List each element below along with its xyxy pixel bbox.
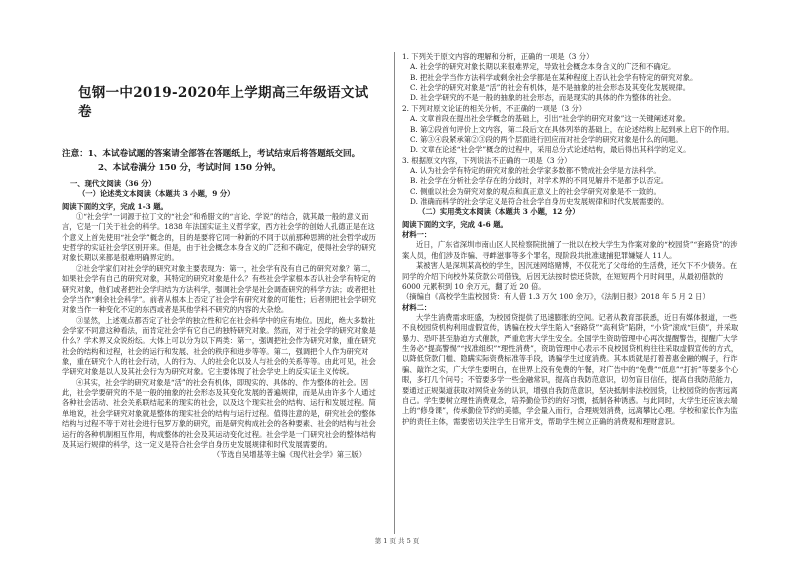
section-heading: 一、现代文阅读（36 分） [70, 178, 156, 188]
reading-instruction-2: 阅读下面的文字，完成 4-6 题。 [402, 219, 508, 229]
note-line-1: 注意：1、本试卷试题的答案请全部答在答题纸上，考试结束后将答题纸交回。 [62, 149, 361, 160]
page-footer: 第 1 页 共 5 页 [374, 537, 420, 545]
question-2: 2. 下列对原文论证的相关分析，不正确的一项是（3 分） [402, 103, 587, 113]
material-1-para-2: 某被害人是深圳某高校的学生，因沉迷网络赌博，不仅花光了父母给的生活费，还欠下不少债务。在同学的介绍下向校外某贷款公司借钱，后因无法按时偿还贷款，在短短两个月时间里，从最初借款的 6000 元累积到 10 余万元，翻了近 20 倍。 [402, 261, 738, 291]
q1-option-b: B. 把社会学当作方法科学或剩余社会学都是在某种程度上否认社会学有特定的研究对象。 [410, 72, 698, 82]
q2-option-b: B. 第②段首句评价上文内容，第二段后文在具体列举的基础上，在论述结构上起到承上启下的作用。 [410, 124, 734, 134]
exam-title: 包钢一中2019-2020年上学期高三年级语文试卷 [78, 85, 369, 121]
paragraph-1: ①“社会学”一词源于拉丁文的“社会”和希腊文的“言论、学说”的结合，就其最一般的意义而言，它是一门关于社会的科学。1838 年法国实证主义哲学家，西方社会学的创始人孔德正是在这个意义上首先使用“社会学”概念的，目的是要将它同一种新的不同于以前那种思辨的社会哲学或历史哲学的实证社会学区别开来。但是，由于社会概念本身含义的广泛和不确定，使得社会学的研究对象长期以来都是很难明确界定的。 [62, 212, 376, 263]
part-heading: （一）论述类文本阅读（本题共 3 小题，9 分） [78, 189, 235, 199]
part-2-heading: （二）实用类文本阅读（本题共 3 小题，12 分） [418, 207, 580, 217]
q3-option-b: B. 社会学在分析社会学存在的分歧时，对学术界的不同见解并不是都予以否定。 [410, 176, 669, 186]
reading-instruction: 阅读下面的文字，完成 1-3 题。 [62, 201, 168, 211]
paragraph-3: ③显然，上述观点都否定了社会学的独立性和它在社会科学中的应有地位。因此，绝大多数社会学家不同意这种看法，而肯定社会学有它自己的独特研究对象。然而，对于社会学的研究对象是什么？学术界又众说纷纭。大体上可以分为以下两类：第一，强调把社会作为研究对象，重在研究社会的结构和过程，社会的运行和发展、社会的秩序和进步等等。第二，强调把个人作为研究对象，重在研究个人的社会行动，人的行为、人的社会化以及人与社会的关系等等。由此可见，社会学研究对象是以人及其社会行为为研究对象。它主要体现了社会学史上的反实证主义传统。 [62, 315, 376, 377]
material-2-para-1: 大学生消费需求旺盛，为校园贷提供了迅速膨胀的空间。记者从教育部获悉，近日有媒体报道，一些不良校园贷机构利用虚假宣传，诱骗在校大学生陷入“套路贷”“高利贷”陷阱，“小贷”滚成“巨债”，并采取暴力、恐吓甚至胁迫方式催款，严重危害大学生安全。全国学生资助管理中心再次提醒警告，提醒广大学生务必“提高警惕”“找准组织”“理性消费”，资助管理中心表示不良校园贷机构往往采取虚假宣传的方式，以降低贷款门槛、隐瞒实际资费标准等手段，诱骗学生过度消费。其本质就是打着普惠金融的幌子，行诈骗、敲诈之实，广大学生要明白，在世界上没有免费的午餐，对广告中的“免费”“低息”“打折”等要多个心眼，多打几个问号；不管要多学一些金融常识，提高自我防范意识，切勿盲目信任，提高自我防范能力，要通过正规渠道获取对网贷业务的认识，增强自我防范意识，坚决抵制非法校园贷，让校园贷的伤害远离自己。学生要树立理性消费观念，培养勤俭节约的好习惯，抵制各种诱惑。与此同时，大学生还应该去端上的“修身课”，传承勤俭节约的美德，学会量入而行，合理规划消费，远离攀比心理。学校和家长作为监护的责任主体，需要密切关注学生日常开支，帮助学生树立正确的消费观和理财意识。 [402, 312, 739, 426]
q2-option-a: A. 文章首段在提出社会学概念的基础上，引出“社会学的研究对象”这一关键阐述对象。 [410, 114, 691, 124]
q1-option-c: C. 社会学的研究对象是“活”的社会有机体，是不是抽象的社会形态及其变化发展规律。 [410, 83, 691, 93]
q1-option-d: D. 社会学研究的不是一般的抽象的社会形态，而是现实的具体的作为整体的社会。 [410, 93, 676, 103]
material-1-citation: （摘编自《高校学生监校园贷：有人借 1.3 万欠 100 余万》，《法制日报》2018 年 5 月 2 日） [402, 292, 710, 302]
question-3: 3. 根据原文内容，下列说法不正确的一项是（3 分） [402, 155, 572, 165]
note-line-2: 2、本试卷满分 150 分，考试时间 150 分钟。 [98, 162, 281, 173]
column-divider [394, 52, 395, 534]
q1-option-a: A. 社会学的研究对象长期以来很难界定，导致社会概念本身含义的广泛和不确定。 [410, 62, 676, 72]
paragraph-2: ②社会学家们对社会学的研究对象主要表现为：第一，社会学有没有自己的研究对象？第二，如果社会学有自己的研究对象，其特定的研究对象是什么？有些社会学家根本否认社会学有特定的研究对象，他们或者把社会学归结为方法科学，强调社会学是社会调查研究的科学方法；或者把社会学当作“剩余社会科学”。前者从根本上否定了社会学有研究对象的可能性；后者则把社会学研究对象当作一种变化不定的东西或者是其他学科不研究的内容的大杂烩。 [62, 263, 376, 315]
q3-option-c: C. 侧重以社会为研究对象的观点和真正意义上的社会学研究对象是不一致的。 [410, 186, 661, 196]
material-1-label: 材料一： [402, 230, 432, 240]
right-column [402, 52, 740, 427]
q3-option-a: A. 认为社会学有特定的研究对象的社会学家多数都不赞成社会学是方法科学。 [410, 165, 661, 175]
material-2-label: 材料二： [402, 302, 432, 312]
source-citation: （节选自吴增基等主编《现代社会学》第三版） [212, 450, 366, 460]
q3-option-d: D. 准确而科学的社会学定义是符合社会学自身历史发展规律和时代发展需要的。 [410, 197, 669, 207]
paragraph-4: ④其实，社会学的研究对象是“活”的社会有机体，即现实的、具体的、作为整体的社会。因此，社会学要研究的不是一般的抽象的社会形态及其变化发展的普遍规律，而是从由许多个人通过各种社会活动、社会关系联结起来的现实的社会，以及这个现实社会的结构、运行和发展过程。简单地说，社会学研究对象就是整体的现实社会的结构与运行过程。值得注意的是，研究社会的整体结构与过程不等于对社会进行包罗万象的研究，而是研究构成社会的各种要素、社会的结构与社会运行的各种机制相互作用，构成整体的社会及其运动变化过程。社会学是一门研究社会的整体结构及其运行规律的科学，这一定义是符合社会学自身历史发展规律和时代发展需要的。 [62, 377, 376, 449]
left-column [62, 38, 380, 461]
material-1-para-1: 近日，广东省深圳市南山区人民检察院批捕了一批以在校大学生为作案对象的“校园贷”“套路贷”的涉案人员，他们涉及诈骗、寻衅滋事等多个罪名，现阶段共批准逮捕犯罪嫌疑人 11人。 [402, 240, 738, 260]
q2-option-d: D. 文章在论述“社会学”概念的过程中，采用总分式论述结构，最后得出其科学的定义。 [410, 145, 691, 155]
question-1: 1. 下列关于原文内容的理解和分析，正确的一项是（3 分） [402, 52, 594, 61]
exam-notes [62, 148, 380, 175]
q2-option-c: C. 第③④段紧承第②③段的两个层面进行回应而对社会学的研究对象是什么的问题。 [410, 134, 683, 144]
